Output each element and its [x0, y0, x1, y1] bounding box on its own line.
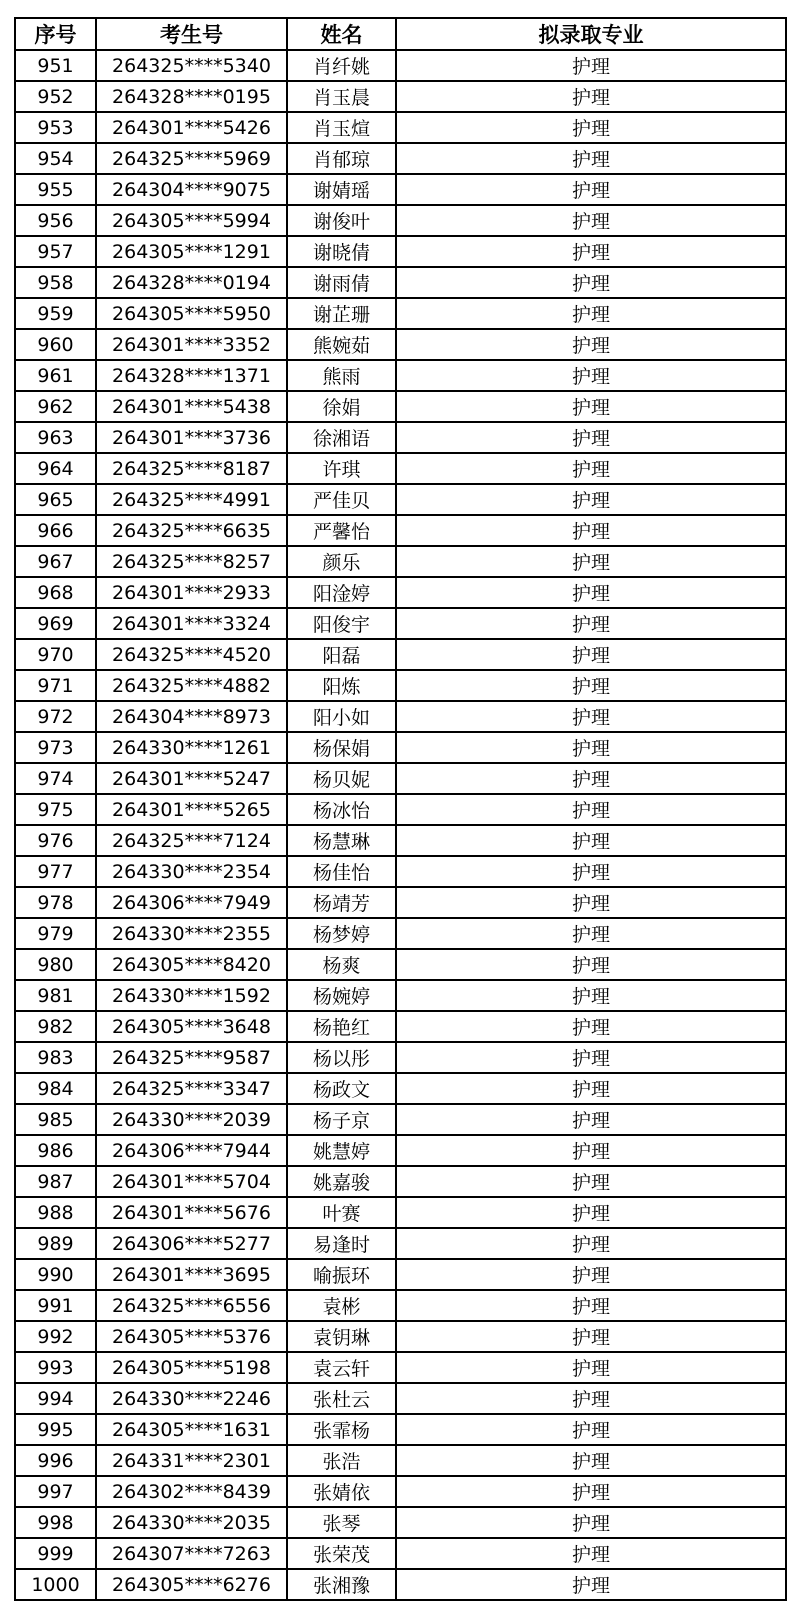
- cell-name: 易逢时: [287, 1228, 396, 1259]
- cell-major: 护理: [396, 1414, 786, 1445]
- table-row: [15, 918, 786, 949]
- cell-name: 谢雨倩: [287, 267, 396, 298]
- cell-major: 护理: [396, 1445, 786, 1476]
- cell-candidate-number: 264305****1631: [96, 1414, 287, 1445]
- table-row: [15, 825, 786, 856]
- cell-candidate-number: 264301****3736: [96, 422, 287, 453]
- table-row: [15, 1290, 786, 1321]
- cell-candidate-number: 264325****4882: [96, 670, 287, 701]
- cell-name: 袁彬: [287, 1290, 396, 1321]
- table-row: [15, 1507, 786, 1538]
- cell-major: 护理: [396, 360, 786, 391]
- cell-serial-number: 968: [15, 577, 96, 608]
- cell-major: 护理: [396, 174, 786, 205]
- cell-name: 熊雨: [287, 360, 396, 391]
- cell-name: 谢俊叶: [287, 205, 396, 236]
- cell-name: 杨婉婷: [287, 980, 396, 1011]
- table-row: [15, 422, 786, 453]
- table-row: [15, 1073, 786, 1104]
- cell-serial-number: 984: [15, 1073, 96, 1104]
- cell-serial-number: 974: [15, 763, 96, 794]
- cell-major: 护理: [396, 1166, 786, 1197]
- table-row: [15, 670, 786, 701]
- cell-name: 谢婧瑶: [287, 174, 396, 205]
- table-row: [15, 1259, 786, 1290]
- cell-name: 肖玉晨: [287, 81, 396, 112]
- cell-serial-number: 998: [15, 1507, 96, 1538]
- header-candidate-number: 考生号: [96, 18, 287, 50]
- cell-candidate-number: 264330****2246: [96, 1383, 287, 1414]
- cell-name: 张琴: [287, 1507, 396, 1538]
- cell-candidate-number: 264305****5376: [96, 1321, 287, 1352]
- cell-name: 阳小如: [287, 701, 396, 732]
- table-row: [15, 298, 786, 329]
- cell-major: 护理: [396, 949, 786, 980]
- cell-major: 护理: [396, 267, 786, 298]
- cell-name: 许琪: [287, 453, 396, 484]
- cell-serial-number: 996: [15, 1445, 96, 1476]
- cell-major: 护理: [396, 825, 786, 856]
- cell-name: 严佳贝: [287, 484, 396, 515]
- cell-candidate-number: 264330****2354: [96, 856, 287, 887]
- table-row: [15, 639, 786, 670]
- cell-candidate-number: 264301****5426: [96, 112, 287, 143]
- cell-major: 护理: [396, 236, 786, 267]
- cell-major: 护理: [396, 515, 786, 546]
- table-row: [15, 391, 786, 422]
- cell-major: 护理: [396, 298, 786, 329]
- table-row: [15, 1414, 786, 1445]
- table-row: [15, 1383, 786, 1414]
- table-row: [15, 732, 786, 763]
- cell-candidate-number: 264306****7949: [96, 887, 287, 918]
- cell-serial-number: 986: [15, 1135, 96, 1166]
- cell-name: 肖郁琼: [287, 143, 396, 174]
- header-name: 姓名: [287, 18, 396, 50]
- table-row: [15, 608, 786, 639]
- cell-name: 严馨怡: [287, 515, 396, 546]
- table-row: [15, 1042, 786, 1073]
- cell-candidate-number: 264331****2301: [96, 1445, 287, 1476]
- cell-serial-number: 993: [15, 1352, 96, 1383]
- cell-major: 护理: [396, 639, 786, 670]
- cell-name: 杨慧琳: [287, 825, 396, 856]
- cell-major: 护理: [396, 422, 786, 453]
- cell-major: 护理: [396, 1135, 786, 1166]
- cell-candidate-number: 264305****5994: [96, 205, 287, 236]
- cell-candidate-number: 264328****1371: [96, 360, 287, 391]
- cell-candidate-number: 264301****3352: [96, 329, 287, 360]
- table-row: [15, 360, 786, 391]
- table-row: [15, 1135, 786, 1166]
- cell-candidate-number: 264325****4520: [96, 639, 287, 670]
- cell-major: 护理: [396, 453, 786, 484]
- table-row: [15, 81, 786, 112]
- table-row: [15, 1166, 786, 1197]
- cell-name: 杨爽: [287, 949, 396, 980]
- cell-name: 徐娟: [287, 391, 396, 422]
- table-row: [15, 794, 786, 825]
- cell-candidate-number: 264330****2035: [96, 1507, 287, 1538]
- cell-name: 阳炼: [287, 670, 396, 701]
- cell-candidate-number: 264325****5969: [96, 143, 287, 174]
- cell-serial-number: 985: [15, 1104, 96, 1135]
- cell-major: 护理: [396, 577, 786, 608]
- table-row: [15, 143, 786, 174]
- table-row: [15, 267, 786, 298]
- cell-major: 护理: [396, 980, 786, 1011]
- table-row: [15, 1476, 786, 1507]
- cell-major: 护理: [396, 856, 786, 887]
- table-row: [15, 980, 786, 1011]
- cell-name: 阳磊: [287, 639, 396, 670]
- cell-name: 杨以彤: [287, 1042, 396, 1073]
- cell-serial-number: 952: [15, 81, 96, 112]
- cell-serial-number: 973: [15, 732, 96, 763]
- cell-candidate-number: 264301****5265: [96, 794, 287, 825]
- cell-serial-number: 979: [15, 918, 96, 949]
- cell-serial-number: 964: [15, 453, 96, 484]
- table-row: [15, 236, 786, 267]
- cell-serial-number: 982: [15, 1011, 96, 1042]
- table-row: [15, 887, 786, 918]
- cell-name: 颜乐: [287, 546, 396, 577]
- cell-serial-number: 987: [15, 1166, 96, 1197]
- cell-serial-number: 966: [15, 515, 96, 546]
- table-row: [15, 329, 786, 360]
- cell-candidate-number: 264305****3648: [96, 1011, 287, 1042]
- cell-major: 护理: [396, 112, 786, 143]
- admission-table: [14, 17, 787, 1601]
- cell-major: 护理: [396, 1073, 786, 1104]
- cell-serial-number: 977: [15, 856, 96, 887]
- cell-major: 护理: [396, 732, 786, 763]
- cell-candidate-number: 264304****9075: [96, 174, 287, 205]
- cell-major: 护理: [396, 50, 786, 81]
- cell-serial-number: 969: [15, 608, 96, 639]
- cell-name: 肖玉煊: [287, 112, 396, 143]
- cell-candidate-number: 264330****2355: [96, 918, 287, 949]
- cell-serial-number: 965: [15, 484, 96, 515]
- cell-major: 护理: [396, 918, 786, 949]
- cell-candidate-number: 264325****7124: [96, 825, 287, 856]
- cell-name: 杨贝妮: [287, 763, 396, 794]
- cell-candidate-number: 264330****2039: [96, 1104, 287, 1135]
- cell-major: 护理: [396, 484, 786, 515]
- cell-major: 护理: [396, 81, 786, 112]
- cell-major: 护理: [396, 1104, 786, 1135]
- table-row: [15, 174, 786, 205]
- cell-serial-number: 992: [15, 1321, 96, 1352]
- cell-serial-number: 954: [15, 143, 96, 174]
- cell-serial-number: 958: [15, 267, 96, 298]
- cell-candidate-number: 264330****1592: [96, 980, 287, 1011]
- cell-name: 阳俊宇: [287, 608, 396, 639]
- cell-major: 护理: [396, 329, 786, 360]
- table-row: [15, 546, 786, 577]
- table-row: [15, 763, 786, 794]
- cell-major: 护理: [396, 1476, 786, 1507]
- cell-serial-number: 956: [15, 205, 96, 236]
- cell-major: 护理: [396, 1352, 786, 1383]
- cell-candidate-number: 264325****8187: [96, 453, 287, 484]
- cell-name: 肖纤姚: [287, 50, 396, 81]
- cell-major: 护理: [396, 1259, 786, 1290]
- cell-name: 张荣茂: [287, 1538, 396, 1569]
- cell-serial-number: 991: [15, 1290, 96, 1321]
- cell-candidate-number: 264328****0195: [96, 81, 287, 112]
- cell-serial-number: 994: [15, 1383, 96, 1414]
- cell-name: 杨保娟: [287, 732, 396, 763]
- cell-candidate-number: 264330****1261: [96, 732, 287, 763]
- cell-name: 杨梦婷: [287, 918, 396, 949]
- table-row: [15, 50, 786, 81]
- cell-serial-number: 960: [15, 329, 96, 360]
- cell-major: 护理: [396, 1569, 786, 1600]
- cell-candidate-number: 264305****5198: [96, 1352, 287, 1383]
- cell-major: 护理: [396, 1011, 786, 1042]
- cell-name: 袁云轩: [287, 1352, 396, 1383]
- cell-name: 杨政文: [287, 1073, 396, 1104]
- cell-serial-number: 995: [15, 1414, 96, 1445]
- cell-candidate-number: 264301****2933: [96, 577, 287, 608]
- cell-name: 熊婉茹: [287, 329, 396, 360]
- cell-name: 谢芷珊: [287, 298, 396, 329]
- cell-name: 徐湘语: [287, 422, 396, 453]
- cell-name: 杨靖芳: [287, 887, 396, 918]
- cell-candidate-number: 264325****8257: [96, 546, 287, 577]
- cell-name: 杨艳红: [287, 1011, 396, 1042]
- table-row: [15, 1011, 786, 1042]
- cell-major: 护理: [396, 1042, 786, 1073]
- header-major: 拟录取专业: [396, 18, 786, 50]
- table-row: [15, 205, 786, 236]
- cell-candidate-number: 264325****6556: [96, 1290, 287, 1321]
- cell-name: 杨子京: [287, 1104, 396, 1135]
- table-row: [15, 1197, 786, 1228]
- cell-major: 护理: [396, 1538, 786, 1569]
- cell-major: 护理: [396, 391, 786, 422]
- cell-major: 护理: [396, 546, 786, 577]
- cell-major: 护理: [396, 1290, 786, 1321]
- cell-serial-number: 961: [15, 360, 96, 391]
- cell-candidate-number: 264325****3347: [96, 1073, 287, 1104]
- cell-serial-number: 981: [15, 980, 96, 1011]
- table-row: [15, 453, 786, 484]
- cell-major: 护理: [396, 1507, 786, 1538]
- cell-serial-number: 999: [15, 1538, 96, 1569]
- cell-serial-number: 967: [15, 546, 96, 577]
- cell-serial-number: 976: [15, 825, 96, 856]
- cell-candidate-number: 264325****4991: [96, 484, 287, 515]
- table-row: [15, 1569, 786, 1600]
- table-row: [15, 1352, 786, 1383]
- table-row: [15, 856, 786, 887]
- cell-major: 护理: [396, 205, 786, 236]
- cell-serial-number: 975: [15, 794, 96, 825]
- cell-major: 护理: [396, 887, 786, 918]
- cell-candidate-number: 264306****5277: [96, 1228, 287, 1259]
- cell-candidate-number: 264306****7944: [96, 1135, 287, 1166]
- cell-name: 杨冰怡: [287, 794, 396, 825]
- cell-candidate-number: 264307****7263: [96, 1538, 287, 1569]
- cell-name: 姚慧婷: [287, 1135, 396, 1166]
- cell-serial-number: 962: [15, 391, 96, 422]
- cell-major: 护理: [396, 1228, 786, 1259]
- cell-name: 谢晓倩: [287, 236, 396, 267]
- cell-name: 张霏杨: [287, 1414, 396, 1445]
- cell-serial-number: 989: [15, 1228, 96, 1259]
- cell-major: 护理: [396, 701, 786, 732]
- table-row: [15, 1445, 786, 1476]
- cell-name: 阳淦婷: [287, 577, 396, 608]
- cell-candidate-number: 264305****1291: [96, 236, 287, 267]
- cell-name: 姚嘉骏: [287, 1166, 396, 1197]
- cell-major: 护理: [396, 670, 786, 701]
- table-row: [15, 701, 786, 732]
- cell-serial-number: 963: [15, 422, 96, 453]
- cell-major: 护理: [396, 794, 786, 825]
- cell-candidate-number: 264325****5340: [96, 50, 287, 81]
- cell-candidate-number: 264325****6635: [96, 515, 287, 546]
- cell-serial-number: 972: [15, 701, 96, 732]
- cell-candidate-number: 264305****5950: [96, 298, 287, 329]
- cell-candidate-number: 264305****8420: [96, 949, 287, 980]
- cell-name: 喻振环: [287, 1259, 396, 1290]
- cell-serial-number: 955: [15, 174, 96, 205]
- cell-serial-number: 951: [15, 50, 96, 81]
- cell-serial-number: 970: [15, 639, 96, 670]
- cell-candidate-number: 264301****5676: [96, 1197, 287, 1228]
- table-row: [15, 515, 786, 546]
- cell-serial-number: 978: [15, 887, 96, 918]
- cell-major: 护理: [396, 763, 786, 794]
- cell-serial-number: 983: [15, 1042, 96, 1073]
- cell-serial-number: 1000: [15, 1569, 96, 1600]
- cell-name: 张浩: [287, 1445, 396, 1476]
- table-row: [15, 1228, 786, 1259]
- cell-candidate-number: 264302****8439: [96, 1476, 287, 1507]
- table-row: [15, 1321, 786, 1352]
- cell-serial-number: 957: [15, 236, 96, 267]
- table-row: [15, 1104, 786, 1135]
- cell-major: 护理: [396, 1197, 786, 1228]
- cell-candidate-number: 264328****0194: [96, 267, 287, 298]
- table-row: [15, 1538, 786, 1569]
- cell-candidate-number: 264325****9587: [96, 1042, 287, 1073]
- cell-serial-number: 953: [15, 112, 96, 143]
- cell-candidate-number: 264301****5438: [96, 391, 287, 422]
- cell-candidate-number: 264304****8973: [96, 701, 287, 732]
- cell-serial-number: 971: [15, 670, 96, 701]
- cell-major: 护理: [396, 143, 786, 174]
- table-row: [15, 484, 786, 515]
- cell-serial-number: 959: [15, 298, 96, 329]
- cell-candidate-number: 264305****6276: [96, 1569, 287, 1600]
- cell-candidate-number: 264301****3695: [96, 1259, 287, 1290]
- cell-candidate-number: 264301****3324: [96, 608, 287, 639]
- cell-name: 叶赛: [287, 1197, 396, 1228]
- header-serial-number: 序号: [15, 18, 96, 50]
- cell-major: 护理: [396, 608, 786, 639]
- table-row: [15, 577, 786, 608]
- cell-serial-number: 988: [15, 1197, 96, 1228]
- cell-name: 张婧依: [287, 1476, 396, 1507]
- cell-name: 张湘豫: [287, 1569, 396, 1600]
- table-row: [15, 949, 786, 980]
- cell-serial-number: 990: [15, 1259, 96, 1290]
- cell-name: 张杜云: [287, 1383, 396, 1414]
- cell-candidate-number: 264301****5247: [96, 763, 287, 794]
- table-header-row: [15, 18, 786, 50]
- cell-candidate-number: 264301****5704: [96, 1166, 287, 1197]
- table-row: [15, 112, 786, 143]
- cell-name: 袁钥琳: [287, 1321, 396, 1352]
- cell-name: 杨佳怡: [287, 856, 396, 887]
- cell-serial-number: 997: [15, 1476, 96, 1507]
- cell-major: 护理: [396, 1321, 786, 1352]
- cell-serial-number: 980: [15, 949, 96, 980]
- cell-major: 护理: [396, 1383, 786, 1414]
